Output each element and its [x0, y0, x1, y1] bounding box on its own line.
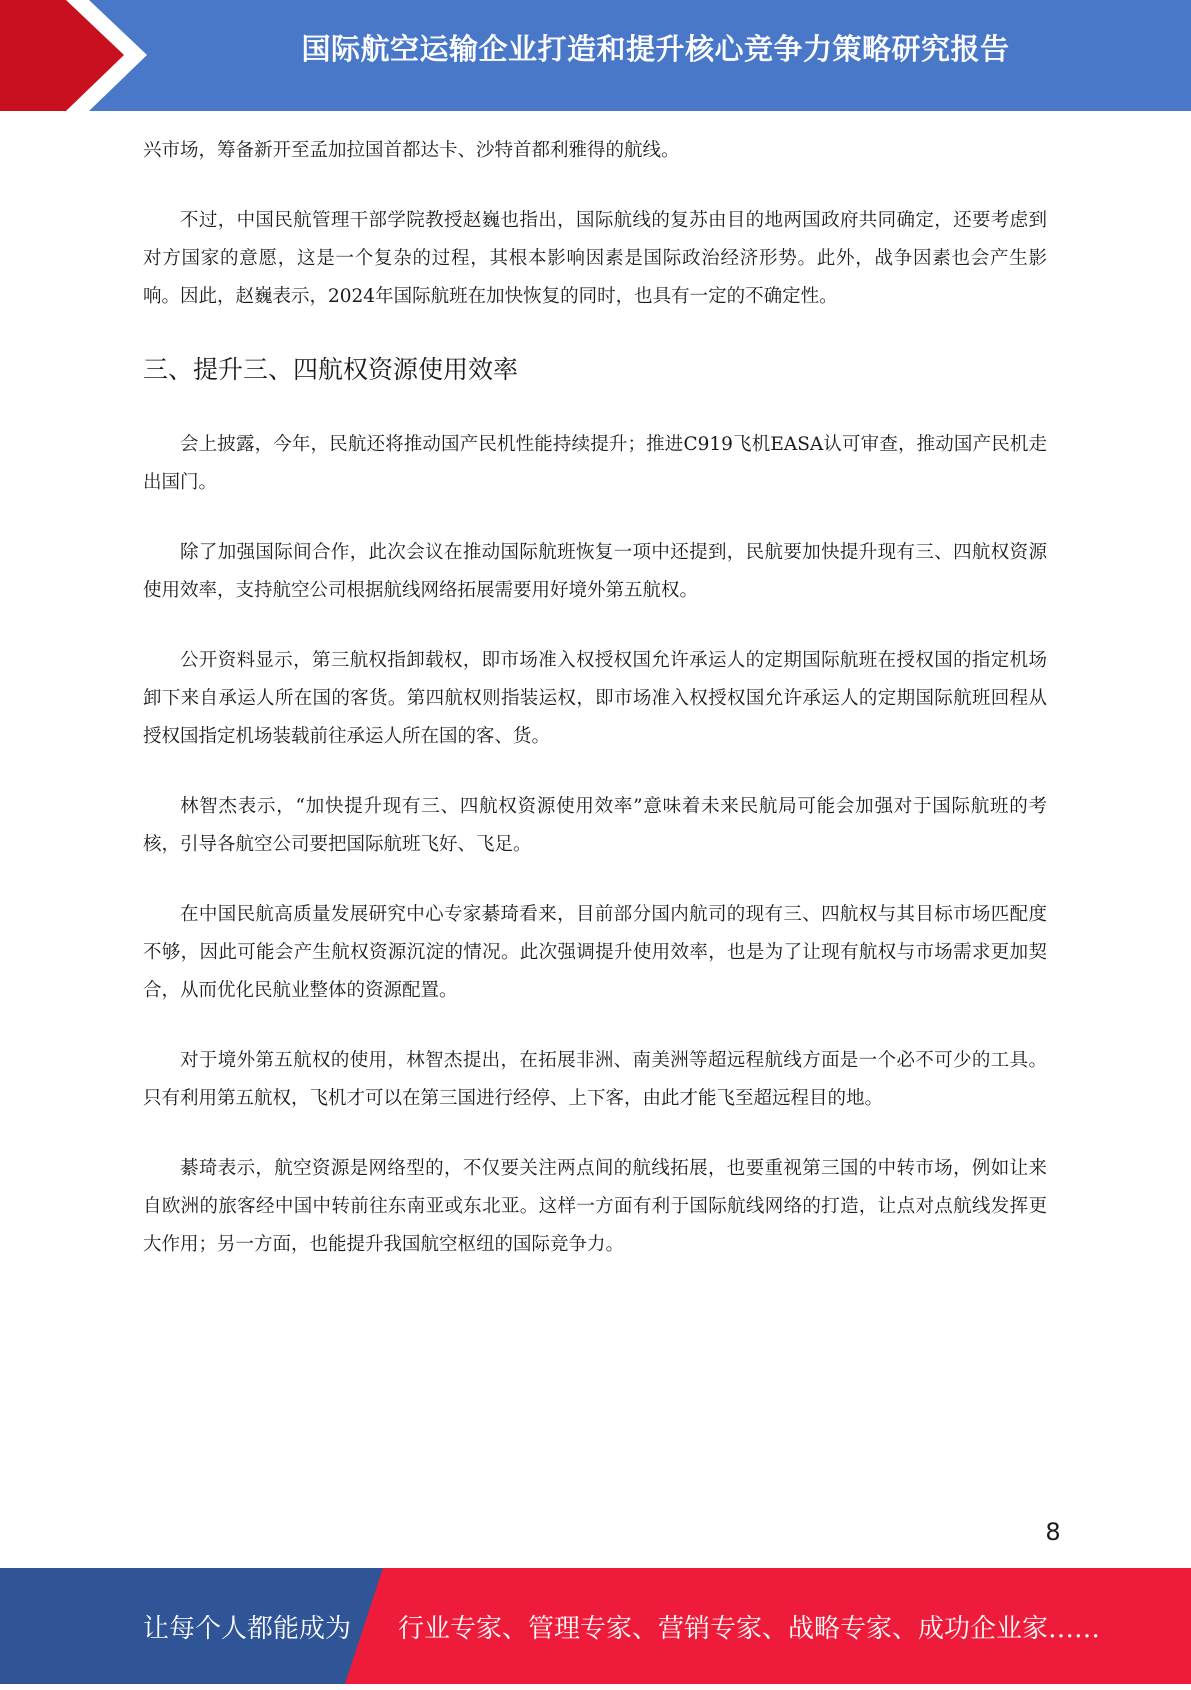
paragraph: 会上披露，今年，民航还将推动国产民机性能持续提升；推进C919飞机EASA认可审查，推动国产民机走出国门。 [143, 434, 1047, 493]
page-footer [0, 1568, 1191, 1684]
paragraph: 除了加强国际间合作，此次会议在推动国际航班恢复一项中还提到，民航要加快提升现有三、四航权资源使用效率，支持航空公司根据航线网络拓展需要用好境外第五航权。 [143, 542, 1047, 601]
page-number: 8 [1045, 1518, 1061, 1546]
paragraph: 兴市场，筹备新开至孟加拉国首都达卡、沙特首都利雅得的航线。 [143, 140, 680, 161]
page-header [0, 0, 1191, 111]
paragraph: 在中国民航高质量发展研究中心专家綦琦看来，目前部分国内航司的现有三、四航权与其目标市场匹配度不够，因此可能会产生航权资源沉淀的情况。此次强调提升使用效率，也是为了让现有航权与市场需求更加契合，从而优化民航业整体的资源配置。 [143, 904, 1047, 1001]
main-content [143, 132, 1047, 1296]
section-heading: 三、提升三、四航权资源使用效率 [143, 355, 519, 384]
paragraph: 公开资料显示，第三航权指卸载权，即市场准入权授权国允许承运人的定期国际航班在授权国的指定机场卸下来自承运人所在国的客货。第四航权则指装运权，即市场准入权授权国允许承运人的定期国际航班回程从授权国指定机场装载前往承运人所在国的客、货。 [143, 650, 1047, 747]
paragraph: 林智杰表示，“加快提升现有三、四航权资源使用效率”意味着未来民航局可能会加强对于国际航班的考核，引导各航空公司要把国际航班飞好、飞足。 [143, 796, 1047, 855]
report-title: 国际航空运输企业打造和提升核心竞争力策略研究报告 [301, 32, 1010, 66]
paragraph: 綦琦表示，航空资源是网络型的，不仅要关注两点间的航线拓展，也要重视第三国的中转市场，例如让来自欧洲的旅客经中国中转前往东南亚或东北亚。这样一方面有利于国际航线网络的打造，让点对点航线发挥更大作用；另一方面，也能提升我国航空枢纽的国际竞争力。 [143, 1158, 1047, 1255]
footer-slogan-left: 让每个人都能成为 [143, 1614, 352, 1644]
paragraph: 不过，中国民航管理干部学院教授赵巍也指出，国际航线的复苏由目的地两国政府共同确定，还要考虑到对方国家的意愿，这是一个复杂的过程，其根本影响因素是国际政治经济形势。此外，战争因素也会产生影响。因此，赵巍表示，2024年国际航班在加快恢复的同时，也具有一定的不确定性。 [143, 210, 1047, 307]
footer-slogan-right: 行业专家、管理专家、营销专家、战略专家、成功企业家…… [398, 1614, 1101, 1644]
red-arrow-logo-icon [0, 0, 150, 111]
paragraph: 对于境外第五航权的使用，林智杰提出，在拓展非洲、南美洲等超远程航线方面是一个必不可少的工具。只有利用第五航权，飞机才可以在第三国进行经停、上下客，由此才能飞至超远程目的地。 [143, 1050, 1047, 1109]
